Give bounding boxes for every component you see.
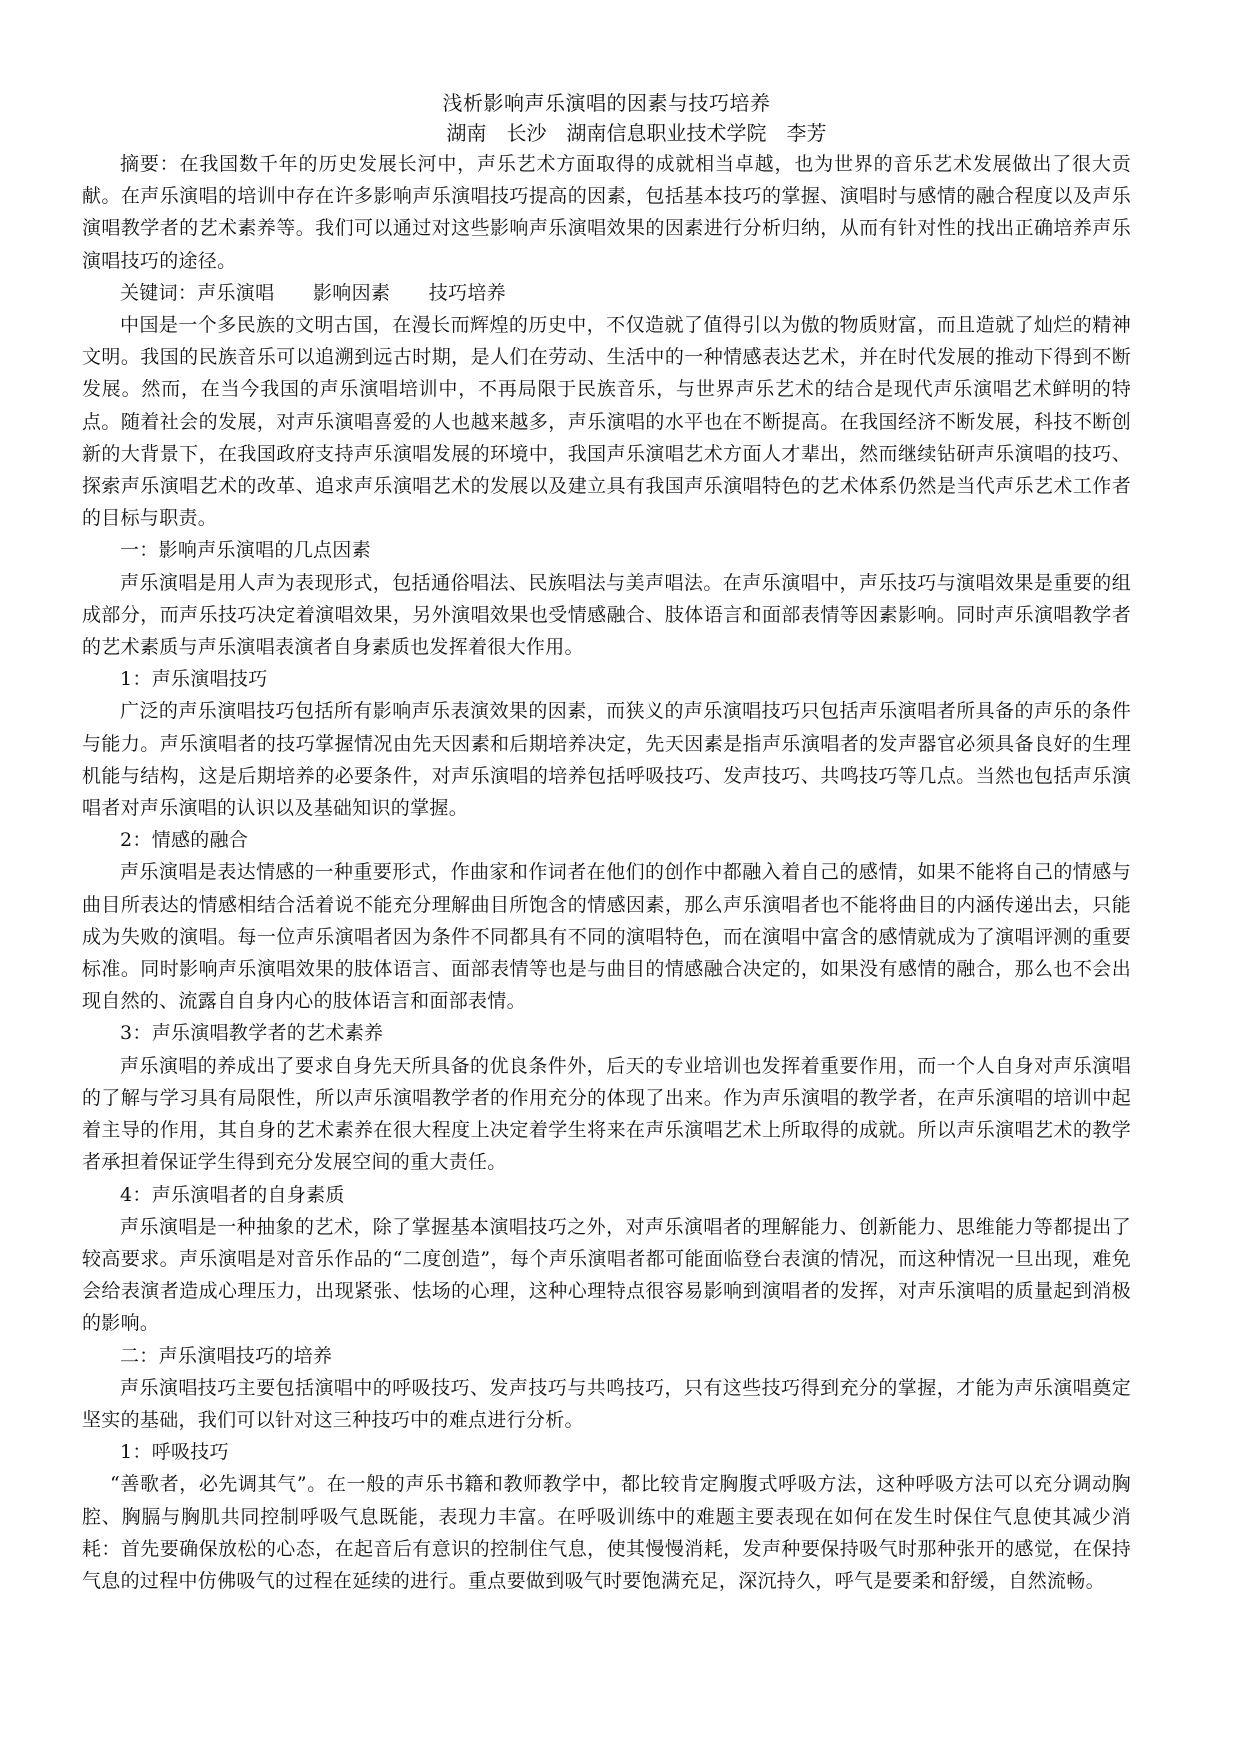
subsection-paragraph-1-3: 声乐演唱的养成出了要求自身先天所具备的优良条件外，后天的专业培训也发挥着重要作用，而一个人自身对声乐演唱的了解与学习具有局限性，所以声乐演唱教学者的作用充分的体现了出来。作为声乐演唱的教学者，在声乐演唱的培训中起着主导的作用，其自身的艺术素养在很大程度上决定着学生将来在声乐演唱艺术上所取得的成就。所以声乐演唱艺术的教学者承担着保证学生得到充分发展空间的重大责任。 [82, 1054, 1131, 1174]
paper-body [82, 148, 1131, 1597]
keywords-line: 关键词：声乐演唱 影响因素 技巧培养 [120, 281, 507, 304]
subsection-heading-1-2: 2：情感的融合 [120, 829, 249, 852]
author-line: 湖南 长沙 湖南信息职业技术学院 李芳 [446, 121, 827, 145]
subsection-heading-2-1: 1：呼吸技巧 [120, 1441, 229, 1464]
subsection-paragraph-1-2: 声乐演唱是表达情感的一种重要形式，作曲家和作词者在他们的创作中都融入着自己的感情，如果不能将自己的情感与曲目所表达的情感相结合活着说不能充分理解曲目所饱含的情感因素，那么声乐演唱者也不能将曲目的内涵传递出去，只能成为失败的演唱。每一位声乐演唱者因为条件不同都具有不同的演唱特色，而在演唱中富含的感情就成为了演唱评测的重要标准。同时影响声乐演唱效果的肢体语言、面部表情等也是与曲目的情感融合决定的，如果没有感情的融合，那么也不会出现自然的、流露自自身内心的肢体语言和面部表情。 [82, 861, 1131, 1013]
intro-paragraph: 中国是一个多民族的文明古国，在漫长而辉煌的历史中，不仅造就了值得引以为傲的物质财富，而且造就了灿烂的精神文明。我国的民族音乐可以追溯到远古时期，是人们在劳动、生活中的一种情感表达艺术，并在时代发展的推动下得到不断发展。然而，在当今我国的声乐演唱培训中，不再局限于民族音乐，与世界声乐艺术的结合是现代声乐演唱艺术鲜明的特点。随着社会的发展，对声乐演唱喜爱的人也越来越多，声乐演唱的水平也在不断提高。在我国经济不断发展，科技不断创新的大背景下，在我国政府支持声乐演唱发展的环境中，我国声乐演唱艺术方面人才辈出，然而继续钻研声乐演唱的技巧、探索声乐演唱艺术的改革、追求声乐演唱艺术的发展以及建立具有我国声乐演唱特色的艺术体系仍然是当代声乐艺术工作者的目标与职责。 [82, 314, 1131, 530]
subsection-heading-1-3: 3：声乐演唱教学者的艺术素养 [120, 1022, 384, 1045]
section-paragraph-1: 声乐演唱是用人声为表现形式，包括通俗唱法、民族唱法与美声唱法。在声乐演唱中，声乐技巧与演唱效果是重要的组成部分，而声乐技巧决定着演唱效果，另外演唱效果也受情感融合、肢体语言和面部表情等因素影响。同时声乐演唱教学者的艺术素质与声乐演唱表演者自身素质也发挥着很大作用。 [82, 571, 1131, 659]
subsection-paragraph-2-1: “善歌者，必先调其气”。在一般的声乐书籍和教师教学中，都比较肯定胸腹式呼吸方法，这种呼吸方法可以充分调动胸腔、胸膈与胸肌共同控制呼吸气息既能，表现力丰富。在呼吸训练中的难题主要表现在如何在发生时保住气息使其减少消耗：首先要确保放松的心态，在起音后有意识的控制住气息，使其慢慢消耗，发声种要保持吸气时那种张开的感觉，在保持气息的过程中仿佛吸气的过程在延续的进行。重点要做到吸气时要饱满充足，深沉持久，呼气是要柔和舒缓，自然流畅。 [82, 1473, 1131, 1592]
subsection-paragraph-1-4: 声乐演唱是一种抽象的艺术，除了掌握基本演唱技巧之外，对声乐演唱者的理解能力、创新能力、思维能力等都提出了较高要求。声乐演唱是对音乐作品的“二度创造”，每个声乐演唱者都可能面临登台表演的情况，而这种情况一旦出现，难免会给表演者造成心理压力，出现紧张、怯场的心理，这种心理特点很容易影响到演唱者的发挥，对声乐演唱的质量起到消极的影响。 [82, 1215, 1131, 1335]
subsection-heading-1-4: 4：声乐演唱者的自身素质 [120, 1183, 345, 1206]
section-heading-2: 二：声乐演唱技巧的培养 [120, 1344, 333, 1367]
subsection-heading-1-1: 1：声乐演唱技巧 [120, 668, 268, 691]
section-heading-1: 一：影响声乐演唱的几点因素 [120, 539, 371, 562]
paper-title: 浅析影响声乐演唱的因素与技巧培养 [442, 91, 771, 115]
section-paragraph-2: 声乐演唱技巧主要包括演唱中的呼吸技巧、发声技巧与共鸣技巧，只有这些技巧得到充分的掌握，才能为声乐演唱奠定坚实的基础，我们可以针对这三种技巧中的难点进行分析。 [82, 1376, 1131, 1431]
subsection-paragraph-1-1: 广泛的声乐演唱技巧包括所有影响声乐表演效果的因素，而狭义的声乐演唱技巧只包括声乐演唱者所具备的声乐的条件与能力。声乐演唱者的技巧掌握情况由先天因素和后期培养决定，先天因素是指声乐演唱者的发声器官必须具备良好的生理机能与结构，这是后期培养的必要条件，对声乐演唱的培养包括呼吸技巧、发声技巧、共鸣技巧等几点。当然也包括声乐演唱者对声乐演唱的认识以及基础知识的掌握。 [82, 700, 1131, 820]
abstract-paragraph: 摘要：在我国数千年的历史发展长河中，声乐艺术方面取得的成就相当卓越，也为世界的音乐艺术发展做出了很大贡献。在声乐演唱的培训中存在许多影响声乐演唱技巧提高的因素，包括基本技巧的掌握、演唱时与感情的融合程度以及声乐演唱教学者的艺术素养等。我们可以通过对这些影响声乐演唱效果的因素进行分析归纳，从而有针对性的找出正确培养声乐演唱技巧的途径。 [82, 153, 1131, 272]
